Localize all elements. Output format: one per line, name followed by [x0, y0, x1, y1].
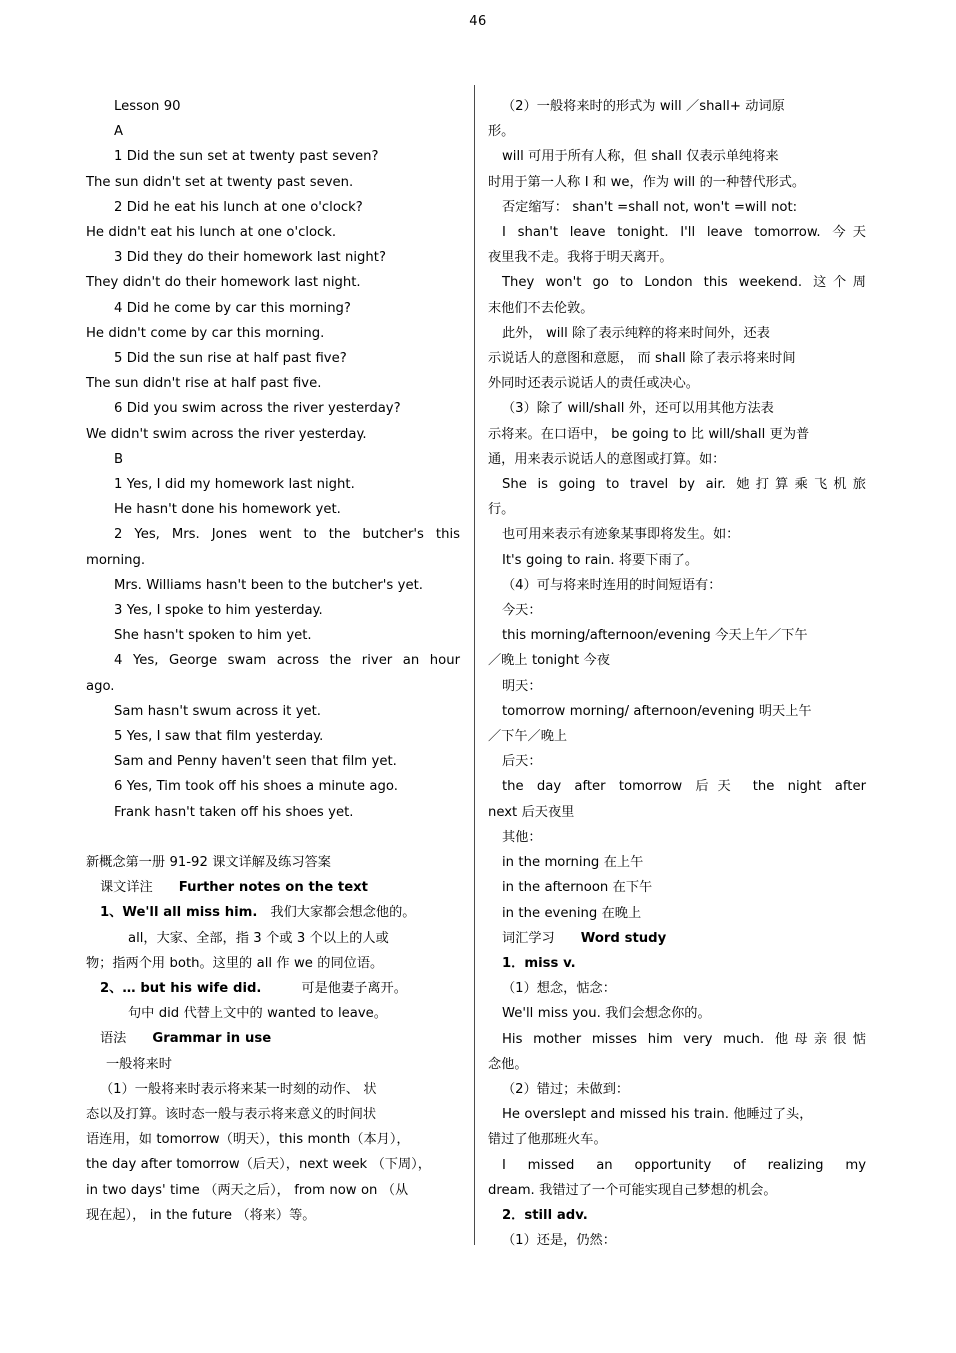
exercise-line: 1 Yes, I did my homework last night. — [114, 477, 355, 493]
grammar-p2b-line: 示说话人的意图和意愿， 而 shall 除了表示将来时间 — [488, 351, 796, 367]
section-a-label: A — [114, 124, 124, 140]
left-column — [86, 94, 460, 1228]
grammar-p1-line: 语连用，如 tomorrow（明天），this month（本月）， — [86, 1132, 410, 1148]
exercise-line: 4 Did he come by car this morning? — [114, 300, 351, 316]
exercise-line: 3 Did they do their homework last night? — [114, 250, 386, 266]
example-line: 错过了他那班火车。 — [488, 1132, 607, 1148]
word-2-number: 2． — [502, 1207, 525, 1223]
example-line: I missed an opportunity of realizing my — [502, 1157, 866, 1173]
note-1-number: 1、 — [100, 905, 123, 921]
example-line: 念他。 — [488, 1056, 528, 1072]
column-divider — [474, 85, 475, 1245]
note-1-chinese: 我们大家都会想念他的。 — [270, 905, 416, 921]
time-phrase-line: in the afternoon 在下午 — [502, 880, 653, 896]
example-line: They won't go to London this weekend. 这个周 — [502, 275, 866, 291]
time-phrase-line: tomorrow morning/ afternoon/evening 明天上午 — [502, 703, 812, 719]
grammar-p2-line: 时用于第一人称 I 和 we，作为 will 的一种替代形式。 — [488, 174, 806, 190]
time-phrase-line: this morning/afternoon/evening 今天上午／下午 — [502, 628, 808, 644]
exercise-line: They didn't do their homework last night. — [86, 275, 361, 291]
word-study-heading — [488, 926, 866, 951]
exercise-line: ago. — [86, 678, 115, 694]
word-1-number: 1． — [502, 955, 525, 971]
exercise-line: He didn't eat his lunch at one o'clock. — [86, 225, 337, 241]
time-phrase-line: next 后天夜里 — [488, 804, 575, 820]
example-line: 夜里我不走。我将于明天离开。 — [488, 250, 673, 266]
note-1-body-line: all，大家、全部，指 3 个或 3 个以上的人或 — [128, 930, 389, 946]
grammar-p2-line: 否定缩写： shan't =shall not, won't =will not: — [502, 199, 798, 215]
exercise-line: He hasn't done his homework yet. — [114, 502, 341, 518]
grammar-p1-line: （1）一般将来时表示将来某一时刻的动作、 状 — [100, 1081, 377, 1097]
note-1-body-line: 物；指两个用 both。这里的 all 作 we 的同位语。 — [86, 955, 384, 971]
note-1-english: We'll all miss him. — [122, 905, 258, 921]
section-b-label: B — [114, 451, 124, 467]
grammar-heading-en: Grammar in use — [152, 1031, 272, 1047]
exercise-line: The sun didn't rise at half past five. — [86, 376, 322, 392]
time-group-label-other: 其他： — [502, 829, 542, 845]
time-group-label-today: 今天： — [502, 603, 542, 619]
example-line: His mother misses him very much. 他母亲很惦 — [502, 1031, 866, 1047]
notes-heading: 新概念第一册 91-92 课文详解及练习答案 — [86, 854, 331, 870]
grammar-title: 一般将来时 — [106, 1056, 172, 1072]
time-phrase-line: in the morning 在上午 — [502, 855, 644, 871]
exercise-line: morning. — [86, 552, 146, 568]
example-line: She is going to travel by air. 她打算乘飞机旅 — [502, 477, 866, 493]
exercise-line: Sam hasn't swum across it yet. — [114, 703, 321, 719]
notes-subheading-en: Further notes on the text — [178, 880, 368, 896]
word-1-sense-2: （2）错过；未做到： — [502, 1081, 630, 1097]
word-1-term: miss v. — [524, 955, 576, 971]
exercise-line: 2 Did he eat his lunch at one o'clock? — [114, 199, 363, 215]
note-item-2 — [86, 976, 460, 1001]
example-line: We'll miss you. 我们会想念你的。 — [502, 1006, 711, 1022]
note-2-chinese: 可是他妻子离开。 — [301, 980, 407, 996]
example-line: dream. 我错过了一个可能实现自己梦想的机会。 — [488, 1182, 777, 1198]
grammar-heading-cn: 语法 — [100, 1031, 127, 1047]
word-study-heading-en: Word study — [580, 930, 667, 946]
exercise-line: 1 Did the sun set at twenty past seven? — [114, 149, 379, 165]
grammar-p3-line: 通，用来表示说话人的意图或打算。如： — [488, 451, 726, 467]
page-number: 46 — [469, 14, 487, 29]
exercise-line: 4 Yes, George swam across the river an hour — [114, 653, 460, 669]
word-entry-1 — [488, 951, 866, 976]
grammar-p1-line: the day after tomorrow（后天），next week （下周）， — [86, 1157, 431, 1173]
time-phrase-line: the day after tomorrow 后天 the night after — [502, 779, 866, 795]
exercise-line: 2 Yes, Mrs. Jones went to the butcher's this — [114, 527, 460, 543]
note-2-english: … but his wife did. — [122, 980, 262, 996]
time-group-label-tomorrow: 明天： — [502, 678, 542, 694]
exercise-line: She hasn't spoken to him yet. — [114, 628, 312, 644]
example-line: It's going to rain. 将要下雨了。 — [502, 552, 699, 568]
exercise-line: He didn't come by car this morning. — [86, 325, 325, 341]
time-phrase-line: ／晚上 tonight 今夜 — [488, 653, 610, 669]
word-2-sense-1: （1）还是，仍然： — [502, 1233, 616, 1249]
grammar-p2-line: will 可用于所有人称，但 shall 仅表示单纯将来 — [502, 149, 779, 165]
grammar-p1-line: 态以及打算。该时态一般与表示将来意义的时间状 — [86, 1106, 377, 1122]
example-line: I shan't leave tonight. I'll leave tomorrow. 今天 — [502, 225, 866, 241]
exercise-line: Sam and Penny haven't seen that film yet. — [114, 754, 397, 770]
exercise-line: 6 Yes, Tim took off his shoes a minute ago. — [114, 779, 398, 795]
notes-subheading-cn: 课文详注 — [100, 880, 153, 896]
time-phrase-line: ／下午／晚上 — [488, 729, 568, 745]
exercise-line: We didn't swim across the river yesterday. — [86, 426, 367, 442]
right-column — [488, 94, 866, 1253]
grammar-p2-line: （2）一般将来时的形式为 will ／shall+ 动词原 — [502, 99, 785, 114]
exercise-line: Frank hasn't taken off his shoes yet. — [114, 804, 354, 820]
grammar-p3-line: （3）除了 will/shall 外，还可以用其他方法表 — [502, 401, 774, 417]
word-2-term: still adv. — [524, 1207, 588, 1223]
exercise-line: The sun didn't set at twenty past seven. — [86, 174, 354, 190]
section-gap — [86, 825, 460, 850]
word-1-sense-1: （1）想念，惦念： — [502, 981, 616, 997]
grammar-p2b-line: 外同时还表示说话人的责任或决心。 — [488, 376, 699, 392]
lesson-title: Lesson 90 — [114, 99, 181, 114]
grammar-p1-line: 现在起）， in the future （将来）等。 — [86, 1207, 316, 1223]
word-study-heading-cn: 词汇学习 — [502, 930, 555, 946]
time-phrase-line: in the evening 在晚上 — [502, 905, 642, 921]
exercise-line: Mrs. Williams hasn't been to the butcher's yet. — [114, 577, 423, 593]
exercise-line: 5 Yes, I saw that film yesterday. — [114, 729, 324, 745]
example-line: 行。 — [488, 502, 515, 518]
grammar-p3-note: 也可用来表示有迹象某事即将发生。如： — [502, 527, 740, 543]
note-item-1 — [86, 900, 460, 925]
note-2-number: 2、 — [100, 980, 123, 996]
grammar-p4-line: （4）可与将来时连用的时间短语有： — [502, 577, 722, 593]
grammar-p2b-line: 此外， will 除了表示纯粹的将来时间外，还表 — [502, 325, 770, 341]
grammar-p2-line: 形。 — [488, 124, 515, 140]
exercise-line: 3 Yes, I spoke to him yesterday. — [114, 603, 323, 619]
grammar-p1-line: in two days' time （两天之后）， from now on （从 — [86, 1182, 409, 1198]
note-2-body-line: 句中 did 代替上文中的 wanted to leave。 — [128, 1006, 387, 1022]
example-line: 末他们不去伦敦。 — [488, 300, 594, 316]
notes-subheading — [86, 875, 460, 900]
time-group-label-day-after-tomorrow: 后天： — [502, 754, 542, 770]
grammar-p3-line: 示将来。在口语中， be going to 比 will/shall 更为普 — [488, 426, 810, 442]
exercise-line: 6 Did you swim across the river yesterday? — [114, 401, 401, 417]
grammar-heading — [86, 1026, 460, 1051]
word-entry-2 — [488, 1203, 866, 1228]
exercise-line: 5 Did the sun rise at half past five? — [114, 351, 347, 367]
example-line: He overslept and missed his train. 他睡过了头， — [502, 1107, 813, 1123]
